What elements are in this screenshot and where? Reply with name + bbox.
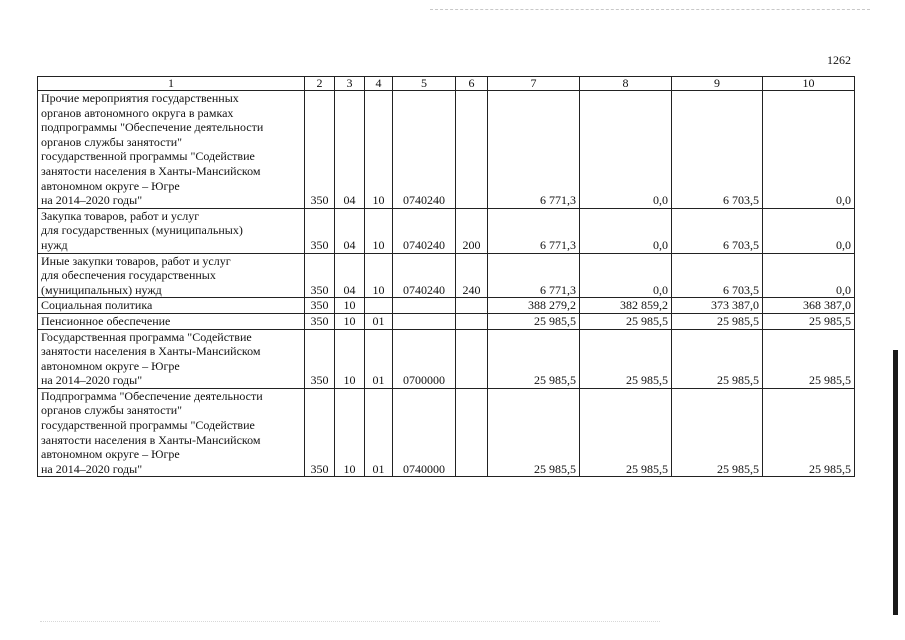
scan-artifact-top [430,9,870,10]
amount-cell-10: 25 985,5 [763,388,855,477]
amount-cell-7: 25 985,5 [488,388,580,477]
amount-cell-8: 0,0 [580,208,672,253]
table-row [38,91,855,209]
col-header-3: 3 [335,77,365,91]
subsection-code-cell [365,298,393,314]
scan-artifact-bottom [40,621,660,622]
amount-cell-10: 0,0 [763,91,855,209]
target-article-cell: 0700000 [393,329,456,388]
target-article-cell: 0740240 [393,208,456,253]
amount-cell-7: 25 985,5 [488,313,580,329]
amount-cell-10: 368 387,0 [763,298,855,314]
section-code-cell: 10 [335,329,365,388]
col-header-6: 6 [456,77,488,91]
table-row [38,388,855,477]
expense-type-cell [456,298,488,314]
col-header-2: 2 [305,77,335,91]
target-article-cell [393,313,456,329]
table-row [38,208,855,253]
amount-cell-9: 6 703,5 [672,208,763,253]
row-name-cell: Закупка товаров, работ и услуг для государственных (муниципальных) нужд [38,208,305,253]
row-name-cell: Государственная программа "Содействие занятости населения в Ханты-Мансийском автономном округе – Югре на 2014–2020 годы" [38,329,305,388]
subsection-code-cell: 10 [365,208,393,253]
target-article-cell: 0740240 [393,91,456,209]
subsection-code-cell: 10 [365,91,393,209]
amount-cell-10: 25 985,5 [763,329,855,388]
subsection-code-cell: 01 [365,313,393,329]
amount-cell-8: 382 859,2 [580,298,672,314]
amount-cell-7: 6 771,3 [488,253,580,298]
amount-cell-9: 25 985,5 [672,329,763,388]
col-header-9: 9 [672,77,763,91]
amount-cell-8: 25 985,5 [580,388,672,477]
section-code-cell: 04 [335,91,365,209]
expense-type-cell [456,329,488,388]
target-article-cell: 0740240 [393,253,456,298]
col-header-7: 7 [488,77,580,91]
section-code-cell: 04 [335,253,365,298]
subsection-code-cell: 10 [365,253,393,298]
amount-cell-10: 0,0 [763,253,855,298]
amount-cell-8: 25 985,5 [580,329,672,388]
expense-type-cell [456,91,488,209]
section-code-cell: 10 [335,298,365,314]
budget-table [37,76,855,477]
amount-cell-7: 6 771,3 [488,91,580,209]
row-name-cell: Пенсионное обеспечение [38,313,305,329]
header-row [38,77,855,91]
amount-cell-7: 25 985,5 [488,329,580,388]
scan-edge-bar [893,350,898,615]
expense-type-cell [456,388,488,477]
amount-cell-9: 25 985,5 [672,388,763,477]
col-header-8: 8 [580,77,672,91]
amount-cell-10: 25 985,5 [763,313,855,329]
admin-code-cell: 350 [305,208,335,253]
expense-type-cell: 200 [456,208,488,253]
amount-cell-7: 388 279,2 [488,298,580,314]
admin-code-cell: 350 [305,91,335,209]
table-row [38,298,855,314]
amount-cell-9: 6 703,5 [672,253,763,298]
admin-code-cell: 350 [305,298,335,314]
table-row [38,313,855,329]
section-code-cell: 10 [335,388,365,477]
col-header-5: 5 [393,77,456,91]
col-header-1: 1 [38,77,305,91]
amount-cell-8: 0,0 [580,91,672,209]
row-name-cell: Прочие мероприятия государственных органов автономного округа в рамках подпрограммы "Обеспечение деятельности органов службы занятости" государственной программы "Содействие занятости населения в Ханты-Мансийском автономном округе – Югре на 2014–2020 годы" [38,91,305,209]
amount-cell-10: 0,0 [763,208,855,253]
amount-cell-8: 0,0 [580,253,672,298]
admin-code-cell: 350 [305,388,335,477]
amount-cell-7: 6 771,3 [488,208,580,253]
expense-type-cell [456,313,488,329]
page-number: 1262 [827,53,851,67]
table-row [38,253,855,298]
amount-cell-8: 25 985,5 [580,313,672,329]
subsection-code-cell: 01 [365,388,393,477]
admin-code-cell: 350 [305,253,335,298]
col-header-10: 10 [763,77,855,91]
amount-cell-9: 373 387,0 [672,298,763,314]
target-article-cell [393,298,456,314]
expense-type-cell: 240 [456,253,488,298]
target-article-cell: 0740000 [393,388,456,477]
row-name-cell: Социальная политика [38,298,305,314]
col-header-4: 4 [365,77,393,91]
subsection-code-cell: 01 [365,329,393,388]
section-code-cell: 04 [335,208,365,253]
row-name-cell: Иные закупки товаров, работ и услуг для обеспечения государственных (муниципальных) нужд [38,253,305,298]
row-name-cell: Подпрограмма "Обеспечение деятельности органов службы занятости" государственной программы "Содействие занятости населения в Ханты-Мансийском автономном округе – Югре на 2014–2020 годы" [38,388,305,477]
section-code-cell: 10 [335,313,365,329]
amount-cell-9: 6 703,5 [672,91,763,209]
admin-code-cell: 350 [305,313,335,329]
table-body [38,91,855,477]
table-row [38,329,855,388]
admin-code-cell: 350 [305,329,335,388]
amount-cell-9: 25 985,5 [672,313,763,329]
